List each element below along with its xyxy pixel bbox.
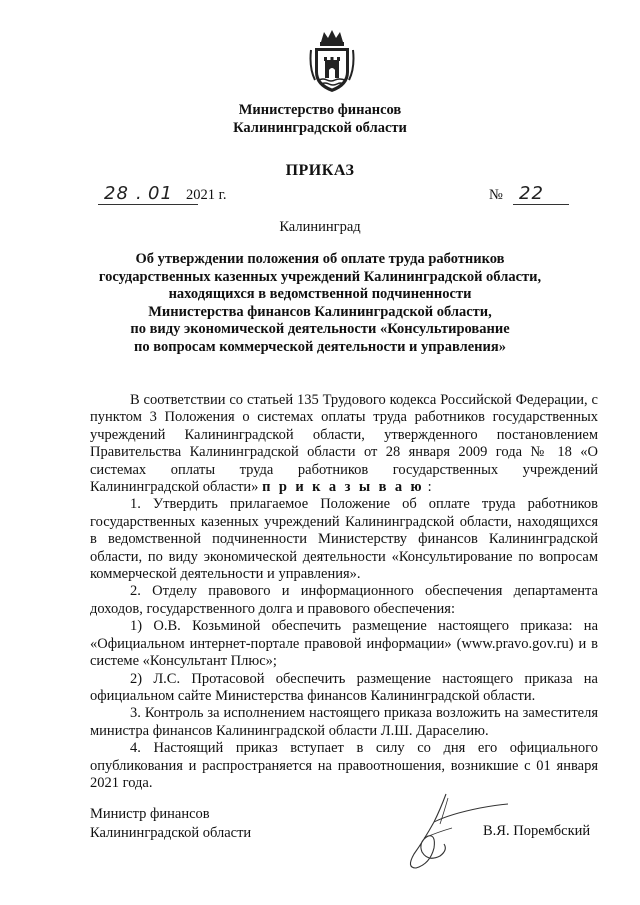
subject-line: государственных казенных учреждений Калининградской области, xyxy=(98,268,542,285)
item-2-1: 1) О.В. Козьминой обеспечить размещение настоящего приказа: на «Официальном интернет-портале правовой информации» (www.pravo.gov.ru) и в системе «Консультант Плюс»; xyxy=(90,618,598,670)
item-2-2: 2) Л.С. Протасовой обеспечить размещение настоящего приказа на официальном сайте Министерства финансов Калининградской области. xyxy=(90,670,598,704)
order-body xyxy=(90,392,598,792)
position-line2: Калининградской области xyxy=(90,824,252,841)
item-4: 4. Настоящий приказ вступает в силу со дня его официального опубликования и распространяется на правоотношения, возникшие с 01 января 2021 года. xyxy=(90,740,598,791)
city: Калининград xyxy=(279,219,361,235)
position-line1: Министр финансов xyxy=(90,806,210,822)
org-name-line1: Министерство финансов xyxy=(238,102,402,118)
number-underline xyxy=(513,204,569,205)
order-title: ПРИКАЗ xyxy=(285,162,355,179)
item-1: 1. Утвердить прилагаемое Положение об оплате труда работников государственных казенных учреждений Калининградской области, находящихся в ведомственной подчиненности Министерству финансов Калининградской области, по виду экономической деятельности «Консультирование по вопросам коммерческой деятельности и управления». xyxy=(90,496,598,583)
date-month: 01 xyxy=(148,183,173,204)
item-3: 3. Контроль за исполнением настоящего приказа возложить на заместителя министра финансов Калининградской области Л.Ш. Дараселию. xyxy=(90,705,598,739)
subject-line: Министерства финансов Калининградской области, xyxy=(148,303,492,320)
subject-line: Об утверждении положения об оплате труда работников xyxy=(135,251,505,267)
number-label: № xyxy=(489,187,503,203)
org-name-line2: Калининградской области xyxy=(233,120,407,136)
date-underline xyxy=(98,204,198,205)
signatory-name: В.Я. Порембский xyxy=(483,823,591,839)
order-subject xyxy=(80,251,560,356)
subject-line: находящихся в ведомственной подчиненности xyxy=(168,286,472,302)
subject-line: по вопросам коммерческой деятельности и управления» xyxy=(134,338,506,355)
order-date xyxy=(90,183,290,207)
coat-of-arms-icon xyxy=(309,28,355,96)
preamble-text: В соответствии со статьей 135 Трудового кодекса Российской Федерации, с пунктом 3 Положения о системах оплаты труда работников государственных учреждений Калининградской области, утвержденного постановлением Правительства Калининградской области от 28 января 2009 года № 18 «О системах оплаты труда работников государственных учреждений Калининградской области» xyxy=(90,392,598,496)
date-separator: . xyxy=(136,183,143,204)
date-year: 2021 г. xyxy=(186,187,227,203)
order-number xyxy=(489,183,579,207)
item-2: 2. Отделу правового и информационного обеспечения департамента доходов, государственного долга и правового обеспечения: xyxy=(90,583,598,617)
date-day: 28 xyxy=(104,183,129,204)
subject-line: по виду экономической деятельности «Консультирование xyxy=(130,321,510,337)
order-word: п р и к а з ы в а ю xyxy=(262,479,424,496)
signatory-position xyxy=(90,805,251,842)
number-value: 22 xyxy=(519,183,544,204)
order-word-suffix: : xyxy=(423,479,432,496)
preamble-paragraph xyxy=(90,392,598,496)
